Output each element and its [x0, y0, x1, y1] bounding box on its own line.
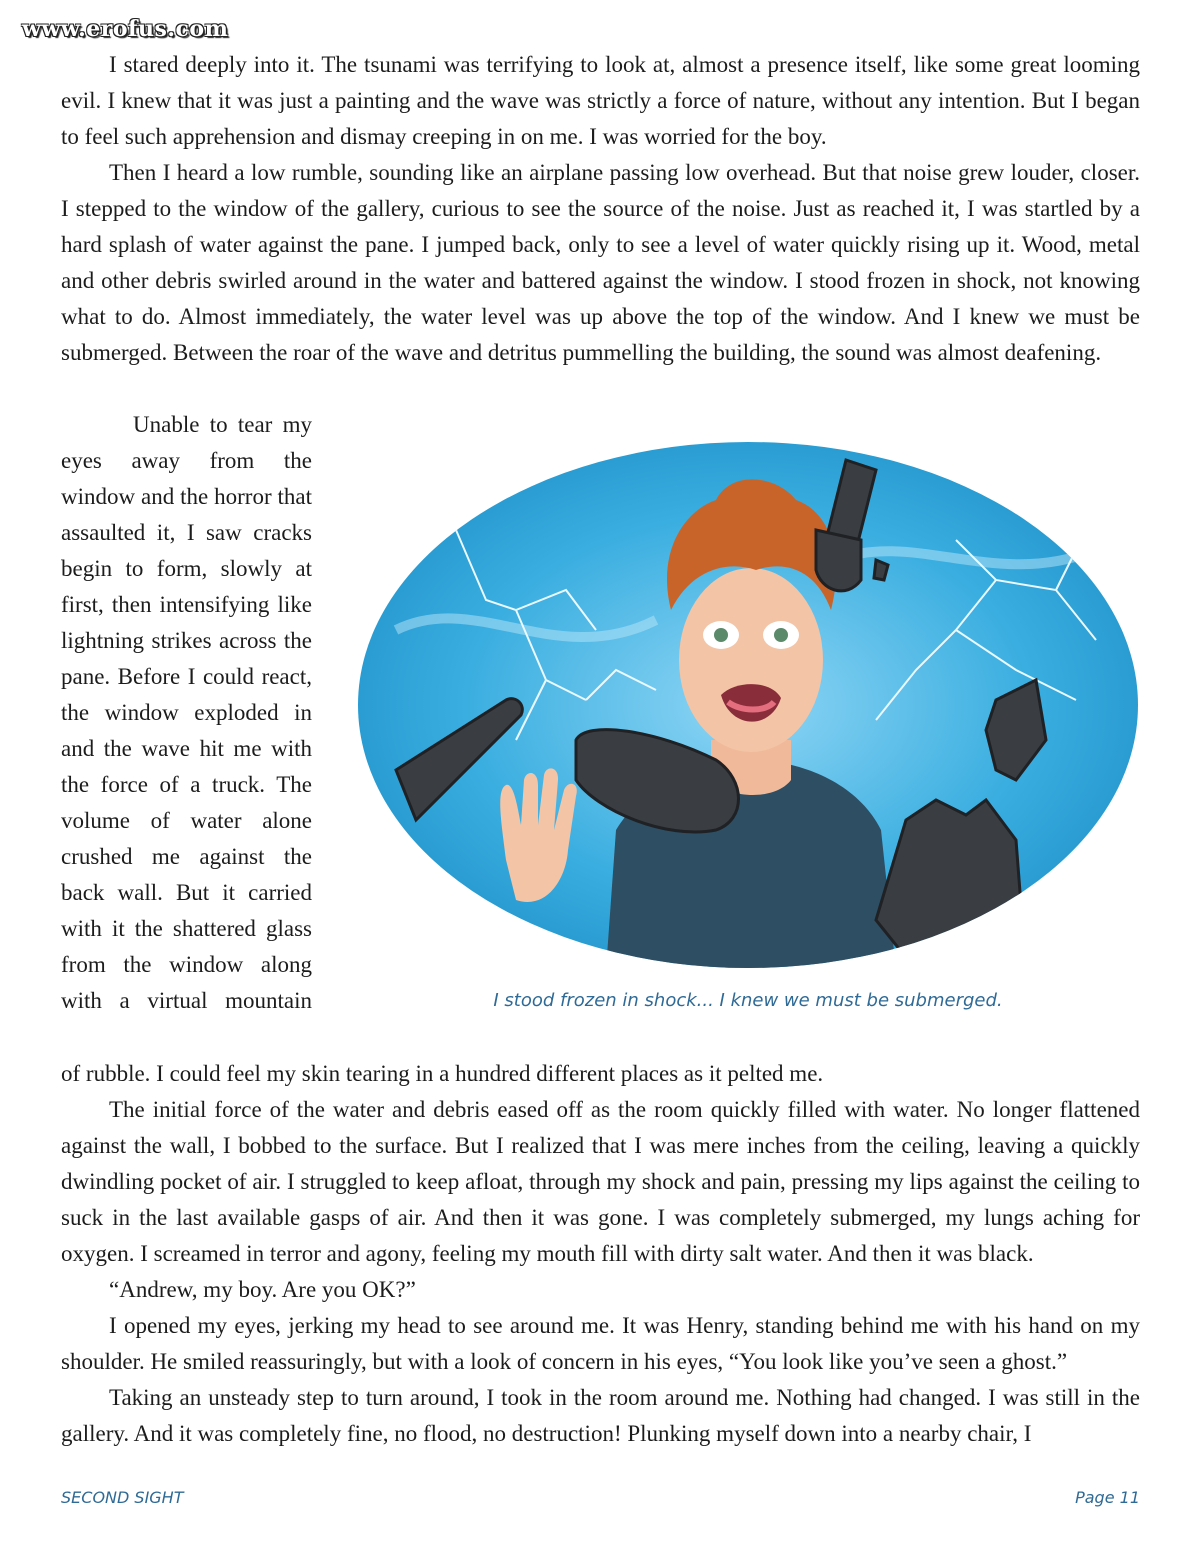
footer-book-title: SECOND SIGHT	[61, 1488, 184, 1507]
paragraph: I opened my eyes, jerking my head to see around me. It was Henry, standing behind me with his hand on my shoulder. He smiled reassuringly, but with a look of concern in his eyes, “You look like you’ve seen a ghost.”	[61, 1313, 1140, 1374]
tsunami-illustration	[356, 440, 1140, 970]
watermark: www.erofus.com	[22, 16, 229, 42]
paragraph: The initial force of the water and debris eased off as the room quickly filled with water. No longer flattened against the wall, I bobbed to the surface. But I realized that I was mere inches from the ceiling, leaving a quickly dwindling pocket of air. I struggled to keep afloat, through my shock and pain, pressing my lips against the ceiling to suck in the last available gasps of air. And then it was gone. I was completely submerged, my lungs aching for oxygen. I screamed in terror and agony, feeling my mouth fill with dirty salt water. And then it was black.	[61, 1097, 1140, 1266]
paragraph: Taking an unsteady step to turn around, I took in the room around me. Nothing had changed. I was still in the gallery. And it was completely fine, no flood, no destruction! Plunking myself down into a nearby chair, I	[61, 1385, 1140, 1446]
paragraph-continuation: of rubble. I could feel my skin tearing in a hundred different places as it pelted me.	[61, 1061, 824, 1086]
top-paragraphs	[61, 47, 1140, 371]
paragraph: “Andrew, my boy. Are you OK?”	[109, 1277, 416, 1302]
paragraph: Then I heard a low rumble, sounding like an airplane passing low overhead. But that noise grew louder, closer. I stepped to the window of the gallery, curious to see the source of the noise. Just as reached it, I was startled by a hard splash of water against the pane. I jumped back, only to see a level of water quickly rising up it. Wood, metal and other debris swirled around in the water and battered against the window. I stood frozen in shock, not knowing what to do. Almost immediately, the water level was up above the top of the window. And I knew we must be submerged. Between the roar of the wave and detritus pummelling the building, the sound was almost deafening.	[61, 160, 1140, 365]
wrapped-paragraph-column	[61, 407, 312, 1019]
illustration-caption: I stood frozen in shock... I knew we must be submerged.	[493, 990, 1003, 1011]
footer-page-number: Page 11	[1075, 1488, 1140, 1507]
bottom-paragraphs	[61, 1056, 1140, 1452]
paragraph: I stared deeply into it. The tsunami was terrifying to look at, almost a presence itself, like some great looming evil. I knew that it was just a painting and the wave was strictly a force of nature, without any intention. But I began to feel such apprehension and dismay creeping in on me. I was worried for the boy.	[61, 52, 1140, 149]
paragraph: Unable to tear my eyes away from the window and the horror that assaulted it, I saw cracks begin to form, slowly at first, then intensifying like lightning strikes across the pane. Before I could react, the window exploded in and the wave hit me with the force of a truck. The volume of water alone crushed me against the back wall. But it carried with it the shattered glass from the window along with a virtual mountain	[61, 412, 312, 1013]
